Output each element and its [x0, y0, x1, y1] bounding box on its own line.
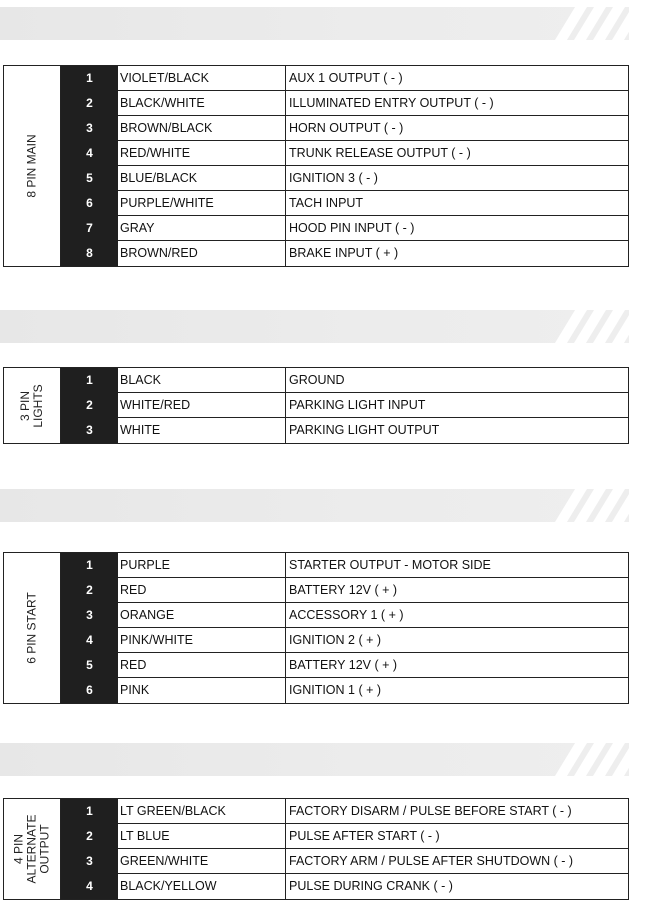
table-row	[61, 849, 628, 874]
table-row	[61, 66, 628, 91]
wire-color: RED/WHITE	[118, 141, 286, 166]
pin-number: 2	[86, 96, 93, 110]
pin-number: 4	[86, 633, 93, 647]
harness-table-6-pin-start	[3, 552, 629, 704]
wire-function: PARKING LIGHT INPUT	[286, 393, 628, 418]
wire-function: STARTER OUTPUT - MOTOR SIDE	[286, 553, 628, 578]
pin-number: 7	[86, 221, 93, 235]
diagonal-stripes-decoration	[0, 7, 629, 40]
pin-number: 6	[86, 683, 93, 697]
table-row	[61, 678, 628, 703]
table-row	[61, 553, 628, 578]
section-header-band-2	[0, 310, 629, 343]
wire-color: WHITE	[118, 418, 286, 443]
wire-function: GROUND	[286, 368, 628, 393]
wire-color: ORANGE	[118, 603, 286, 628]
table-row	[61, 241, 628, 266]
harness-table-4-pin-alternate-output	[3, 798, 629, 900]
wire-color: RED	[118, 578, 286, 603]
table-row	[61, 874, 628, 899]
wire-color: PURPLE/WHITE	[118, 191, 286, 216]
pin-number: 3	[86, 121, 93, 135]
wire-color: WHITE/RED	[118, 393, 286, 418]
table-row	[61, 368, 628, 393]
wire-function: HOOD PIN INPUT ( - )	[286, 216, 628, 241]
table-row	[61, 166, 628, 191]
diagonal-stripes-decoration	[0, 310, 629, 343]
pin-number: 2	[86, 829, 93, 843]
pin-number: 1	[86, 373, 93, 387]
table-row	[61, 799, 628, 824]
harness-label-text: 8 PIN MAIN	[24, 134, 39, 198]
table-row	[61, 578, 628, 603]
wire-function: PARKING LIGHT OUTPUT	[289, 423, 440, 437]
diagonal-stripes-decoration	[0, 743, 629, 776]
pin-number: 1	[86, 558, 93, 572]
wire-function: BATTERY 12V ( + )	[286, 578, 628, 603]
section-header-band-1	[0, 7, 629, 40]
table-row	[61, 393, 628, 418]
wire-color: GRAY	[118, 216, 286, 241]
pin-number: 5	[86, 171, 93, 185]
pin-number: 5	[86, 658, 93, 672]
harness-label	[4, 368, 61, 443]
wire-function: HORN OUTPUT ( - )	[286, 116, 628, 141]
harness-label-text: 3 PIN LIGHTS	[18, 383, 45, 428]
table-row	[61, 116, 628, 141]
wire-color: BLUE/BLACK	[118, 166, 286, 191]
wire-color: LT BLUE	[118, 824, 286, 849]
table-row	[61, 653, 628, 678]
wire-function: ILLUMINATED ENTRY OUTPUT ( - )	[286, 91, 628, 116]
harness-label-text: 6 PIN START	[24, 592, 39, 664]
pin-number: 2	[86, 398, 93, 412]
wire-color: GREEN/WHITE	[118, 849, 286, 874]
wire-color: BROWN/RED	[118, 241, 286, 266]
wire-function: PULSE AFTER START ( - )	[286, 824, 628, 849]
table-row	[61, 628, 628, 653]
pin-number: 3	[86, 608, 93, 622]
wire-color: PINK	[118, 678, 286, 703]
wire-function: BATTERY 12V ( + )	[286, 653, 628, 678]
section-header-band-3	[0, 489, 629, 522]
wire-color: BLACK/YELLOW	[118, 874, 286, 899]
harness-label	[4, 553, 61, 703]
table-row	[61, 191, 628, 216]
table-row	[61, 418, 628, 443]
pin-number: 8	[86, 246, 93, 260]
pin-number: 1	[86, 804, 93, 818]
pin-number: 1	[86, 71, 93, 85]
wire-color: LT GREEN/BLACK	[118, 799, 286, 824]
wire-function: IGNITION 2 ( + )	[286, 628, 628, 653]
harness-label-text: 4 PIN ALTERNATE OUTPUT	[11, 814, 52, 884]
table-row	[61, 216, 628, 241]
wire-function: ACCESSORY 1 ( + )	[286, 603, 628, 628]
table-row	[61, 603, 628, 628]
section-header-band-4	[0, 743, 629, 776]
harness-table-8-pin-main	[3, 65, 629, 267]
wire-function: FACTORY ARM / PULSE AFTER SHUTDOWN ( - )	[286, 849, 628, 874]
wire-function: IGNITION 3 ( - )	[286, 166, 628, 191]
pin-number: 4	[86, 879, 93, 893]
wire-function: TACH INPUT	[286, 191, 628, 216]
wire-color: PURPLE	[118, 553, 286, 578]
wire-color: VIOLET/BLACK	[118, 66, 286, 91]
pin-number: 6	[86, 196, 93, 210]
harness-label	[4, 66, 61, 266]
wire-function: PULSE DURING CRANK ( - )	[289, 879, 453, 893]
pin-number: 3	[86, 854, 93, 868]
pin-number: 2	[86, 583, 93, 597]
wire-function: FACTORY DISARM / PULSE BEFORE START ( - )	[286, 799, 628, 824]
wire-function: IGNITION 1 ( + )	[289, 683, 382, 697]
wire-color: BLACK/WHITE	[118, 91, 286, 116]
wire-color: RED	[118, 653, 286, 678]
pin-number: 3	[86, 423, 93, 437]
wire-color: BLACK	[118, 368, 286, 393]
table-row	[61, 824, 628, 849]
wire-color: BROWN/BLACK	[118, 116, 286, 141]
table-row	[61, 91, 628, 116]
pin-number: 4	[86, 146, 93, 160]
table-row	[61, 141, 628, 166]
harness-table-3-pin-lights	[3, 367, 629, 444]
wire-function: TRUNK RELEASE OUTPUT ( - )	[286, 141, 628, 166]
wire-function: BRAKE INPUT ( + )	[289, 246, 399, 260]
diagonal-stripes-decoration	[0, 489, 629, 522]
harness-label	[4, 799, 61, 899]
wire-function: AUX 1 OUTPUT ( - )	[286, 66, 628, 91]
wire-color: PINK/WHITE	[118, 628, 286, 653]
